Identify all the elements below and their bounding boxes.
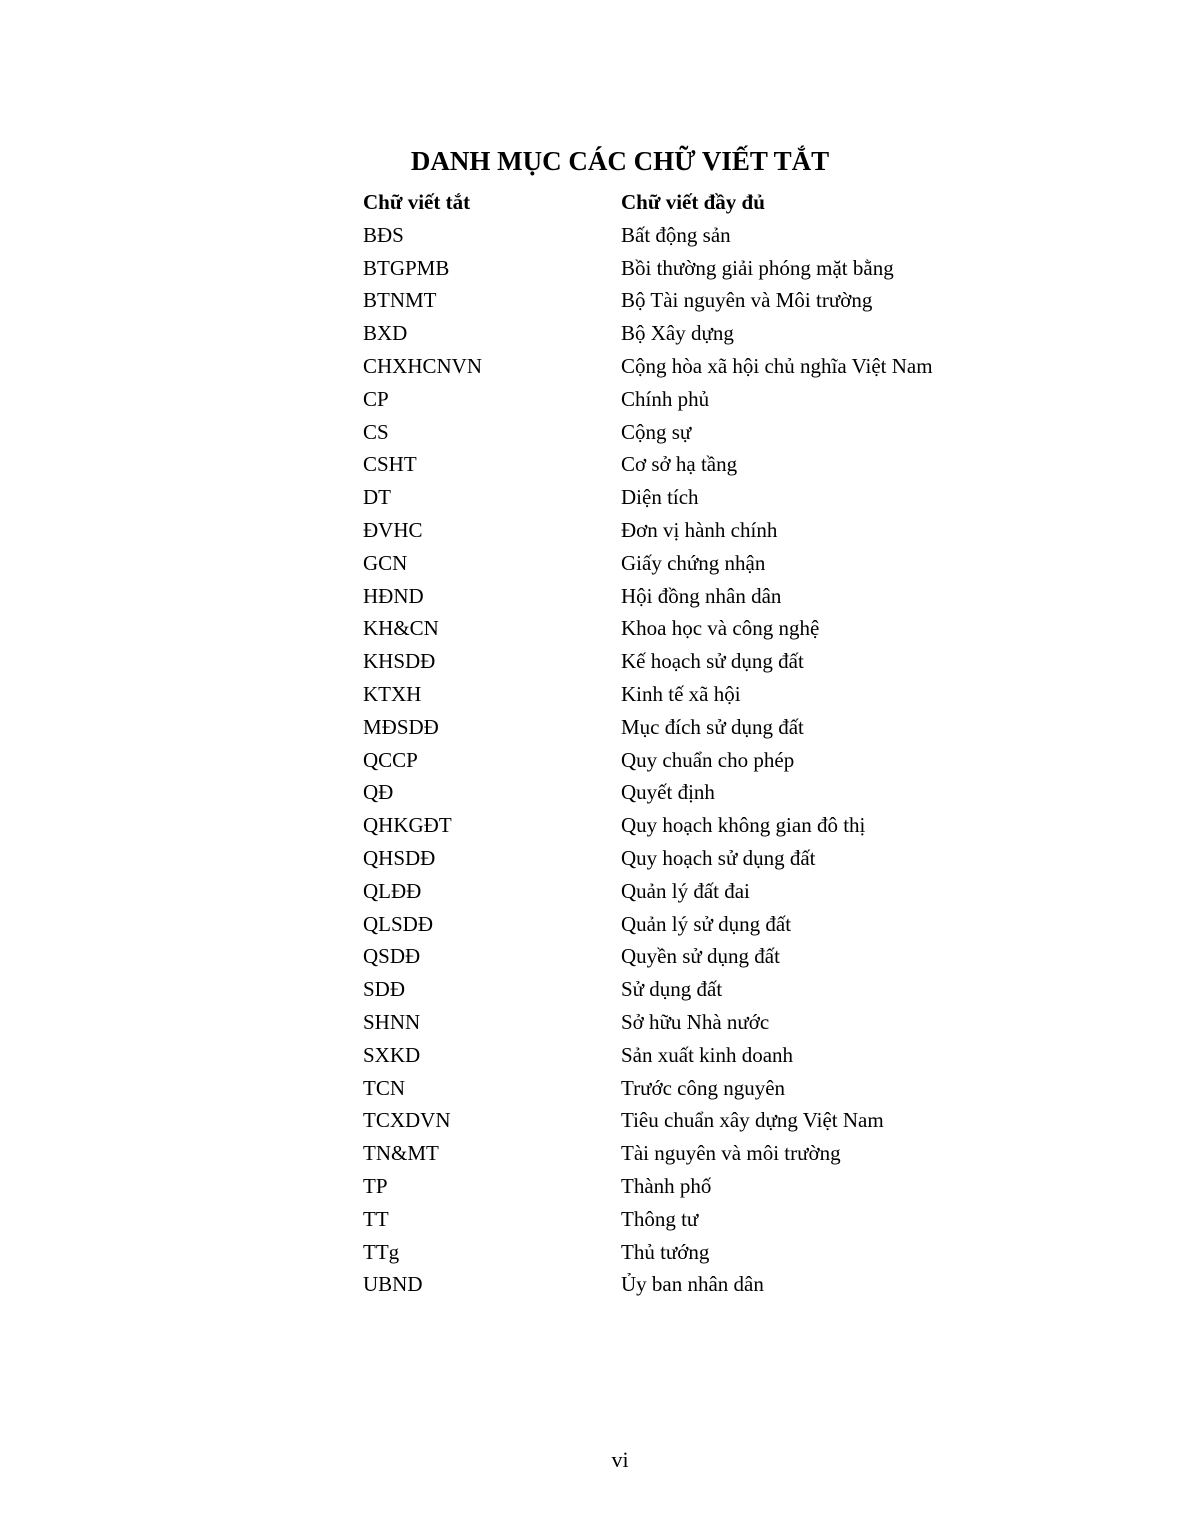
abbreviation-cell: QHSDĐ <box>363 845 436 870</box>
table-row <box>363 448 961 481</box>
abbreviation-cell: BTNMT <box>363 288 437 313</box>
abbreviation-cell: MĐSDĐ <box>363 714 439 739</box>
table-row <box>363 875 961 908</box>
table-row <box>363 809 961 842</box>
table-row <box>363 1039 961 1072</box>
full-form-cell: Sử dụng đất <box>621 977 723 1002</box>
abbreviation-cell: QLĐĐ <box>363 878 422 903</box>
full-form-cell: Bộ Xây dựng <box>621 321 734 346</box>
abbreviation-cell: TT <box>363 1206 389 1231</box>
table-row <box>363 940 961 973</box>
abbreviation-cell: ĐVHC <box>363 517 423 542</box>
abbreviation-cell: QSDĐ <box>363 944 421 969</box>
table-header-row <box>363 186 961 219</box>
full-form-cell: Sản xuất kinh doanh <box>621 1042 794 1067</box>
abbreviation-cell: QLSDĐ <box>363 911 434 936</box>
table-row <box>363 547 961 580</box>
table-row <box>363 645 961 678</box>
full-form-cell: Cộng hòa xã hội chủ nghĩa Việt Nam <box>621 353 933 378</box>
abbreviation-cell: BĐS <box>363 222 404 247</box>
full-form-cell: Kinh tế xã hội <box>621 681 741 706</box>
table-row <box>363 776 961 809</box>
abbreviation-cell: TN&MT <box>363 1141 439 1166</box>
page-title: DANH MỤC CÁC CHỮ VIẾT TẮT <box>410 146 830 176</box>
abbreviation-cell: KHSDĐ <box>363 649 436 674</box>
table-row <box>363 514 961 547</box>
full-form-cell: Bộ Tài nguyên và Môi trường <box>621 288 873 313</box>
abbreviation-cell: TCN <box>363 1075 405 1100</box>
abbreviation-cell: CSHT <box>363 452 417 477</box>
full-form-cell: Quyết định <box>621 780 715 805</box>
abbreviation-cell: UBND <box>363 1272 423 1297</box>
table-row <box>363 284 961 317</box>
abbreviation-cell: KTXH <box>363 681 422 706</box>
table-row <box>363 744 961 777</box>
table-row <box>363 908 961 941</box>
full-form-cell: Quản lý sử dụng đất <box>621 911 792 936</box>
abbreviation-cell: QHKGĐT <box>363 813 452 838</box>
full-form-cell: Diện tích <box>621 485 699 510</box>
abbreviation-cell: QCCP <box>363 747 418 772</box>
table-row <box>363 416 961 449</box>
abbreviation-cell: TP <box>363 1173 388 1198</box>
table-row <box>363 481 961 514</box>
table-row <box>363 1203 961 1236</box>
full-form-cell: Đơn vị hành chính <box>621 517 778 542</box>
header-abbreviation: Chữ viết tắt <box>363 190 471 214</box>
full-form-cell: Thủ tướng <box>621 1239 710 1264</box>
abbreviation-cell: HĐND <box>363 583 424 608</box>
full-form-cell: Quy hoạch sử dụng đất <box>621 845 816 870</box>
full-form-cell: Hội đồng nhân dân <box>621 583 782 608</box>
table-row <box>363 711 961 744</box>
full-form-cell: Cộng sự <box>621 419 692 444</box>
full-form-cell: Cơ sở hạ tầng <box>621 452 738 477</box>
abbreviation-cell: BXD <box>363 321 408 346</box>
full-form-cell: Chính phủ <box>621 386 710 411</box>
table-row <box>363 1104 961 1137</box>
full-form-cell: Giấy chứng nhận <box>621 550 766 575</box>
abbreviation-cell: CS <box>363 419 389 444</box>
full-form-cell: Khoa học và công nghệ <box>621 616 820 641</box>
abbreviation-cell: KH&CN <box>363 616 439 641</box>
full-form-cell: Tiêu chuẩn xây dựng Việt Nam <box>621 1108 884 1133</box>
table-row <box>363 350 961 383</box>
full-form-cell: Trước công nguyên <box>621 1075 786 1100</box>
table-row <box>363 973 961 1006</box>
table-row <box>363 1137 961 1170</box>
abbreviation-cell: BTGPMB <box>363 255 450 280</box>
abbreviation-table <box>363 186 961 1301</box>
table-row <box>363 612 961 645</box>
full-form-cell: Quy chuẩn cho phép <box>621 747 795 772</box>
table-row <box>363 842 961 875</box>
full-form-cell: Thành phố <box>621 1173 712 1198</box>
full-form-cell: Quy hoạch không gian đô thị <box>621 813 866 838</box>
table-row <box>363 317 961 350</box>
abbreviation-cell: TCXDVN <box>363 1108 451 1133</box>
abbreviation-cell: GCN <box>363 550 408 575</box>
table-row <box>363 1170 961 1203</box>
full-form-cell: Ủy ban nhân dân <box>621 1272 764 1297</box>
full-form-cell: Sở hữu Nhà nước <box>621 1009 770 1034</box>
abbreviation-cell: SXKD <box>363 1042 421 1067</box>
full-form-cell: Mục đích sử dụng đất <box>621 714 804 739</box>
abbreviation-cell: SDĐ <box>363 977 406 1002</box>
abbreviation-cell: CHXHCNVN <box>363 353 483 378</box>
full-form-cell: Quản lý đất đai <box>621 878 750 903</box>
full-form-cell: Bất động sản <box>621 222 731 247</box>
table-row <box>363 1006 961 1039</box>
table-row <box>363 678 961 711</box>
table-row <box>363 1072 961 1105</box>
abbreviation-cell: TTg <box>363 1239 400 1264</box>
abbreviation-cell: SHNN <box>363 1009 421 1034</box>
table-row <box>363 1236 961 1269</box>
full-form-cell: Bồi thường giải phóng mặt bằng <box>621 255 894 280</box>
abbreviation-cell: CP <box>363 386 389 411</box>
header-full-form: Chữ viết đầy đủ <box>621 190 765 214</box>
full-form-cell: Quyền sử dụng đất <box>621 944 780 969</box>
abbreviation-cell: QĐ <box>363 780 394 805</box>
table-body <box>363 219 961 1301</box>
abbreviation-cell: DT <box>363 485 391 510</box>
full-form-cell: Thông tư <box>621 1206 699 1231</box>
table-row <box>363 252 961 285</box>
table-row <box>363 383 961 416</box>
table-row <box>363 580 961 613</box>
page-number: vi <box>611 1447 629 1472</box>
full-form-cell: Tài nguyên và môi trường <box>621 1141 841 1166</box>
table-row <box>363 219 961 252</box>
full-form-cell: Kế hoạch sử dụng đất <box>621 649 804 674</box>
table-row <box>363 1268 961 1301</box>
